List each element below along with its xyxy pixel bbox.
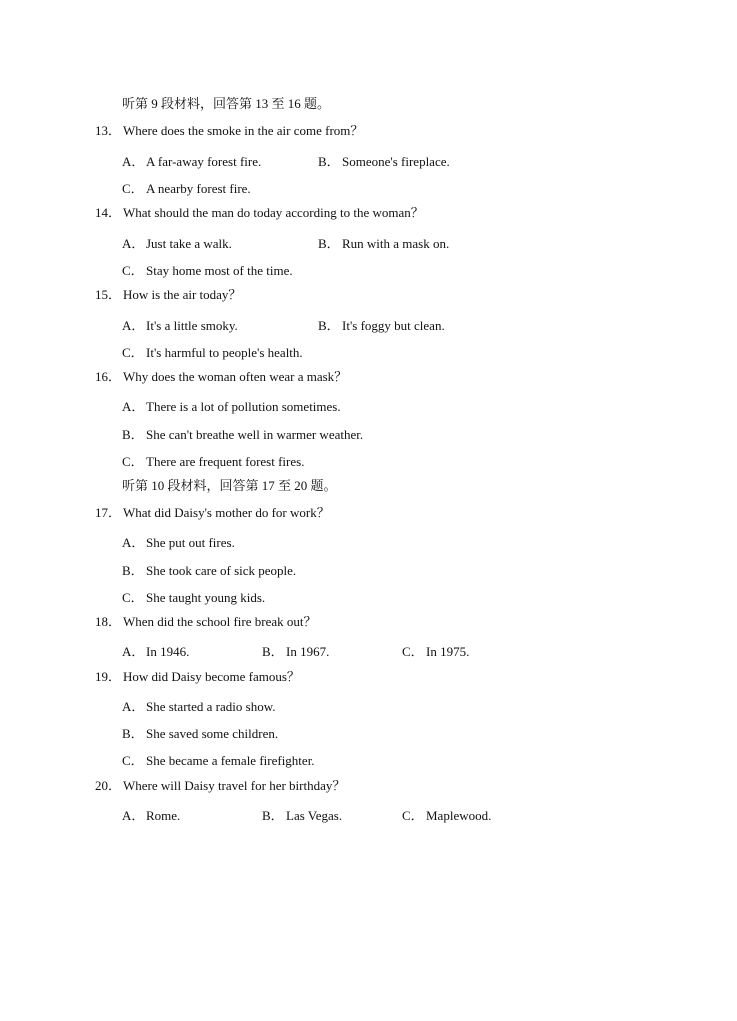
option-13-b [318, 151, 450, 170]
option-letter: C． [122, 181, 144, 196]
option-19-a [122, 696, 276, 715]
option-letter: B． [318, 318, 340, 333]
option-16-c [122, 451, 304, 470]
option-letter: B． [262, 808, 284, 823]
question-18 [95, 614, 317, 630]
question-text: When did the school fire break out？ [123, 614, 317, 629]
option-letter: A． [122, 808, 145, 823]
option-text: Just take a walk. [146, 236, 232, 251]
question-number: 13． [95, 123, 122, 138]
option-19-b [122, 723, 278, 742]
option-letter: C． [122, 590, 144, 605]
option-16-a [122, 396, 341, 415]
question-14 [95, 205, 424, 221]
option-text: There is a lot of pollution sometimes. [146, 399, 341, 414]
option-text: Run with a mask on. [342, 236, 450, 251]
question-13 [95, 123, 363, 139]
option-text: Someone's fireplace. [342, 154, 450, 169]
option-20-b [262, 805, 342, 824]
question-number: 19． [95, 669, 122, 684]
option-14-a [122, 233, 232, 252]
option-letter: A． [122, 318, 145, 333]
section-heading: 听第 10 段材料，回答第 17 至 20 题。 [122, 478, 337, 493]
question-number: 15． [95, 287, 122, 302]
option-17-c [122, 587, 265, 606]
option-text: She taught young kids. [146, 590, 266, 605]
option-text: Stay home most of the time. [146, 263, 293, 278]
option-letter: C． [122, 345, 144, 360]
question-text: What did Daisy's mother do for work？ [123, 505, 330, 520]
option-16-b [122, 424, 363, 443]
option-text: Las Vegas. [286, 808, 343, 823]
option-text: There are frequent forest fires. [146, 454, 305, 469]
option-text: It's harmful to people's health. [146, 345, 303, 360]
option-letter: C． [122, 753, 144, 768]
option-18-c [402, 641, 469, 660]
option-letter: A． [122, 399, 145, 414]
option-text: In 1975. [426, 644, 470, 659]
question-15 [95, 287, 241, 303]
option-text: A nearby forest fire. [146, 181, 251, 196]
option-letter: A． [122, 644, 145, 659]
option-letter: A． [122, 699, 145, 714]
option-20-c [402, 805, 491, 824]
option-text: It's a little smoky. [146, 318, 238, 333]
question-text: Where will Daisy travel for her birthday？ [123, 778, 346, 793]
option-letter: B． [318, 236, 340, 251]
question-text: What should the man do today according to the woman？ [123, 205, 424, 220]
option-letter: B． [122, 726, 144, 741]
option-letter: A． [122, 154, 145, 169]
question-number: 14． [95, 205, 122, 220]
option-letter: B． [262, 644, 284, 659]
question-number: 18． [95, 614, 122, 629]
option-letter: B． [318, 154, 340, 169]
question-number: 17． [95, 505, 122, 520]
option-text: In 1967. [286, 644, 330, 659]
option-letter: C． [122, 263, 144, 278]
option-letter: C． [402, 644, 424, 659]
option-15-c [122, 342, 303, 361]
option-letter: A． [122, 236, 145, 251]
question-number: 20． [95, 778, 122, 793]
option-text: She started a radio show. [146, 699, 276, 714]
option-text: A far-away forest fire. [146, 154, 262, 169]
option-text: Maplewood. [426, 808, 492, 823]
option-text: She can't breathe well in warmer weather. [146, 427, 364, 442]
question-text: How is the air today？ [123, 287, 242, 302]
question-19 [95, 669, 300, 685]
option-17-b [122, 560, 296, 579]
option-text: She saved some children. [146, 726, 279, 741]
question-text: Where does the smoke in the air come from？ [123, 123, 364, 138]
option-text: She took care of sick people. [146, 563, 297, 578]
option-letter: C． [122, 454, 144, 469]
option-14-c [122, 260, 293, 279]
option-18-a [122, 641, 189, 660]
option-14-b [318, 233, 449, 252]
option-letter: A． [122, 535, 145, 550]
option-letter: B． [122, 427, 144, 442]
option-20-a [122, 805, 180, 824]
option-13-c [122, 178, 251, 197]
option-15-a [122, 315, 238, 334]
option-18-b [262, 641, 329, 660]
option-letter: C． [402, 808, 424, 823]
question-number: 16． [95, 369, 122, 384]
question-text: How did Daisy become famous？ [123, 669, 300, 684]
option-text: She put out fires. [146, 535, 235, 550]
option-letter: B． [122, 563, 144, 578]
option-text: In 1946. [146, 644, 190, 659]
option-19-c [122, 750, 315, 769]
question-17 [95, 505, 330, 521]
option-text: Rome. [146, 808, 181, 823]
option-15-b [318, 315, 445, 334]
option-13-a [122, 151, 261, 170]
question-16 [95, 369, 347, 385]
question-20 [95, 778, 345, 794]
option-text: It's foggy but clean. [342, 318, 445, 333]
question-text: Why does the woman often wear a mask？ [123, 369, 348, 384]
section-heading: 听第 9 段材料，回答第 13 至 16 题。 [122, 96, 331, 111]
option-17-a [122, 532, 235, 551]
option-text: She became a female firefighter. [146, 753, 315, 768]
